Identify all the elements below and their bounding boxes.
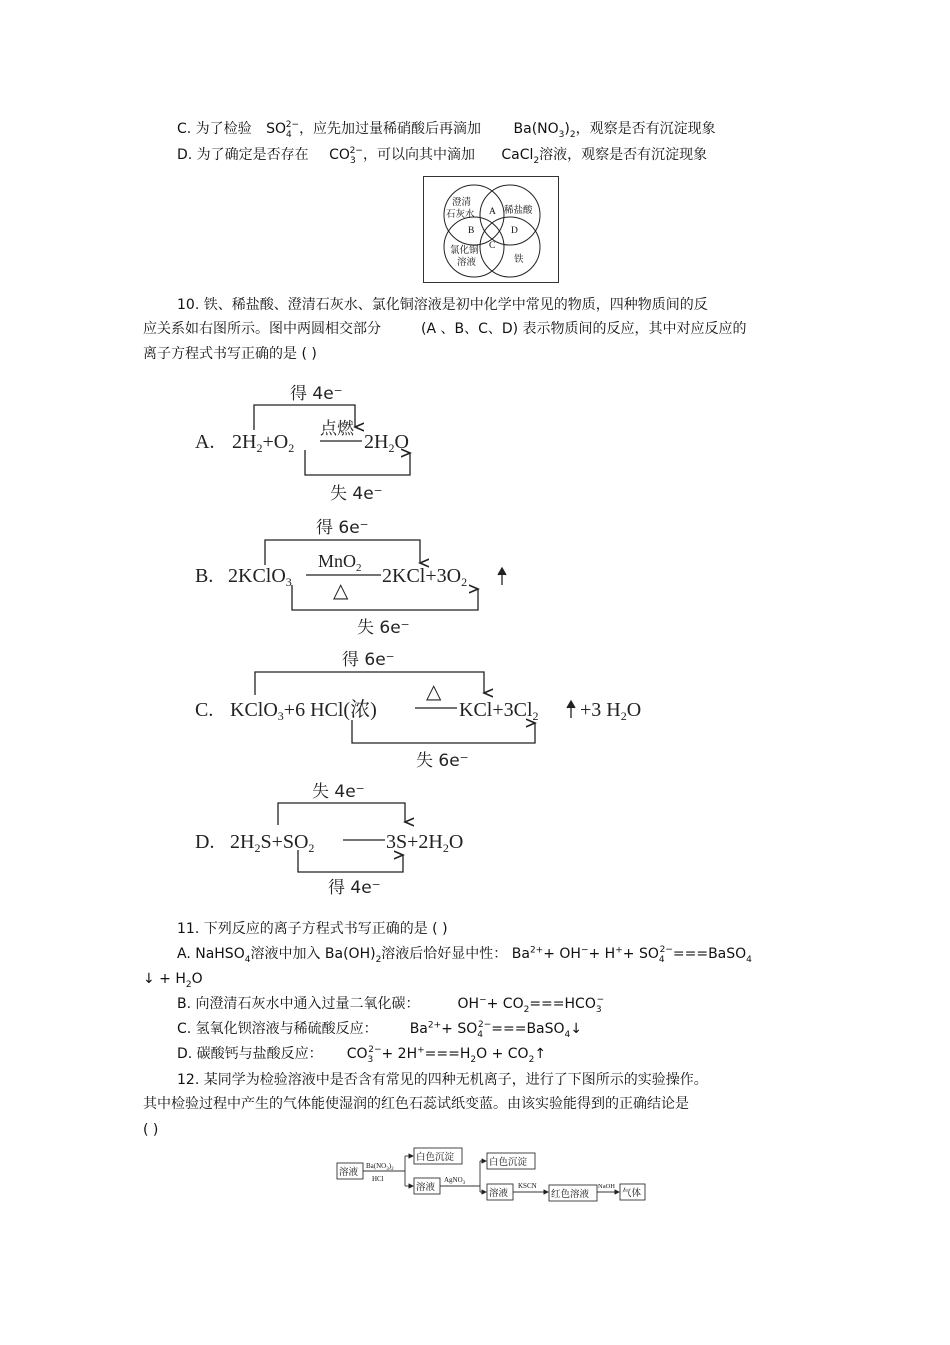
a-equation-right: $2H_2O$	[364, 431, 409, 455]
venn-label-hcl: 稀盐酸	[504, 206, 533, 216]
q9-option-c: C. 为了检验 $SO_4^{2-}$，应先加过量稀硝酸后再滴加 $Ba(NO_3)_2$，观察是否有沉淀现象	[177, 120, 716, 140]
flow-reagent-1: $Ba(NO_3)_2$	[366, 1162, 394, 1172]
c-condition: △	[426, 681, 442, 703]
a-gain-label: 得 4e⁻	[290, 384, 343, 404]
q9-option-d: D. 为了确定是否存在 $CO_3^{2-}$，可以向其中滴加 CaCl$_2$溶液，观察是否有沉淀现象	[177, 146, 708, 166]
b-condition: △	[333, 580, 349, 602]
venn-label-cucl2-2: 溶液	[457, 258, 477, 268]
flow-red-solution: 红色溶液	[551, 1190, 590, 1200]
experiment-flowchart	[330, 1140, 660, 1210]
b-option-label: B.	[195, 565, 214, 587]
c-equation-left: KClO$_3$+6 HCl(浓)	[230, 699, 377, 723]
venn-label-limewater-1: 澄清	[452, 198, 472, 208]
q10-line-1: 10. 铁、稀盐酸、澄清石灰水、氯化铜溶液是初中化学中常见的物质，四种物质间的反	[177, 297, 708, 313]
venn-region-d: D	[511, 226, 518, 236]
q11-option-b: B. 向澄清石灰水中通入过量二氧化碳： $OH^-+ CO_2===HCO_3^-$	[177, 995, 605, 1015]
d-equation-left: $2H_2S+SO_2$	[230, 831, 315, 855]
carbonate-ion: $CO_3^{2-}$	[329, 146, 363, 166]
c-gain-label: 得 6e⁻	[342, 650, 395, 670]
flow-agno3: AgNO$_3$	[444, 1176, 466, 1186]
q11-stem: 11. 下列反应的离子方程式书写正确的是 ( )	[177, 921, 448, 937]
q12-line-1: 12. 某同学为检验溶液中是否含有常见的四种无机离子，进行了下图所示的实验操作。	[177, 1072, 708, 1088]
b-catalyst: MnO$_2$	[318, 551, 362, 574]
flow-naoh: NaOH	[598, 1183, 615, 1190]
venn-label-iron: 铁	[514, 255, 524, 265]
c-equation-right: $KCl+3Cl_2$	[459, 699, 539, 723]
b-gain-label: 得 6e⁻	[316, 518, 369, 538]
q11-option-a-cont: ↓ + $H_2O$	[143, 971, 203, 990]
c-equation-water: +3 $H_2O$	[580, 699, 642, 723]
venn-circles	[424, 177, 558, 282]
q12-line-3: ( )	[143, 1122, 159, 1138]
flow-kscn: KSCN	[518, 1182, 537, 1190]
a-condition: 点燃	[320, 419, 354, 439]
barium-nitrate: $Ba(NO_3)_2$	[513, 121, 576, 140]
calcium-chloride: CaCl$_2$	[501, 147, 540, 166]
venn-region-c: C	[489, 241, 496, 251]
venn-label-cucl2-1: 氯化铜	[450, 246, 479, 256]
q10-line-3: 离子方程式书写正确的是 ( )	[143, 346, 317, 362]
redox-equations	[0, 375, 950, 905]
venn-diagram	[423, 176, 559, 283]
d-equation-right: $3S+2H_2O$	[386, 831, 464, 855]
c-lose-label: 失 6e⁻	[416, 751, 469, 771]
flow-solution: 溶液	[339, 1168, 359, 1178]
venn-label-limewater-2: 石灰水	[446, 210, 475, 220]
q11-option-d: D. 碳酸钙与盐酸反应： $CO_3^{2-}+ 2H^+===H_2O$ + $CO_2↑$	[177, 1045, 547, 1065]
flow-white-precipitate-1: 白色沉淀	[416, 1153, 455, 1163]
a-option-label: A.	[195, 431, 215, 453]
b-lose-label: 失 6e⁻	[357, 618, 410, 638]
q11-option-a: A. NaHSO$_4$溶液中加入 $Ba(OH)_2$溶液后恰好显中性： $Ba^{2+}+ OH^-+ H^++$ $SO_4^{2-}===BaSO_4$	[177, 945, 752, 965]
d-gain-label: 得 4e⁻	[328, 878, 381, 898]
flow-gas: 气体	[622, 1189, 642, 1199]
venn-region-b: B	[468, 226, 475, 236]
flow-solution-2: 溶液	[416, 1183, 436, 1193]
c-option-label: C.	[195, 699, 214, 721]
venn-region-a: A	[489, 207, 496, 217]
a-lose-label: 失 4e⁻	[330, 484, 383, 504]
q11-option-c: C. 氢氧化钡溶液与稀硫酸反应： $Ba^{2+}+$ $SO_4^{2-}===BaSO_4↓$	[177, 1020, 583, 1040]
b-equation-left: 2KClO$_3$	[228, 565, 292, 589]
flow-solution-3: 溶液	[489, 1189, 509, 1199]
flow-reagent-1b: HCl	[372, 1175, 384, 1183]
sulfate-ion: $SO_4^{2-}$	[266, 120, 300, 140]
b-equation-right: $2KCl+3O_2$	[382, 565, 468, 589]
flow-white-precipitate-2: 白色沉淀	[489, 1158, 528, 1168]
d-lose-label: 失 4e⁻	[312, 782, 365, 802]
q10-line-2: 应关系如右图所示。图中两圆相交部分 (A 、B、C、D) 表示物质间的反应，其中对应反应的	[143, 321, 747, 337]
d-option-label: D.	[195, 831, 215, 853]
a-equation-left: $2H_2+O_2$	[232, 431, 295, 455]
q12-line-2: 其中检验过程中产生的气体能使湿润的红色石蕊试纸变蓝。由该实验能得到的正确结论是	[143, 1096, 689, 1112]
